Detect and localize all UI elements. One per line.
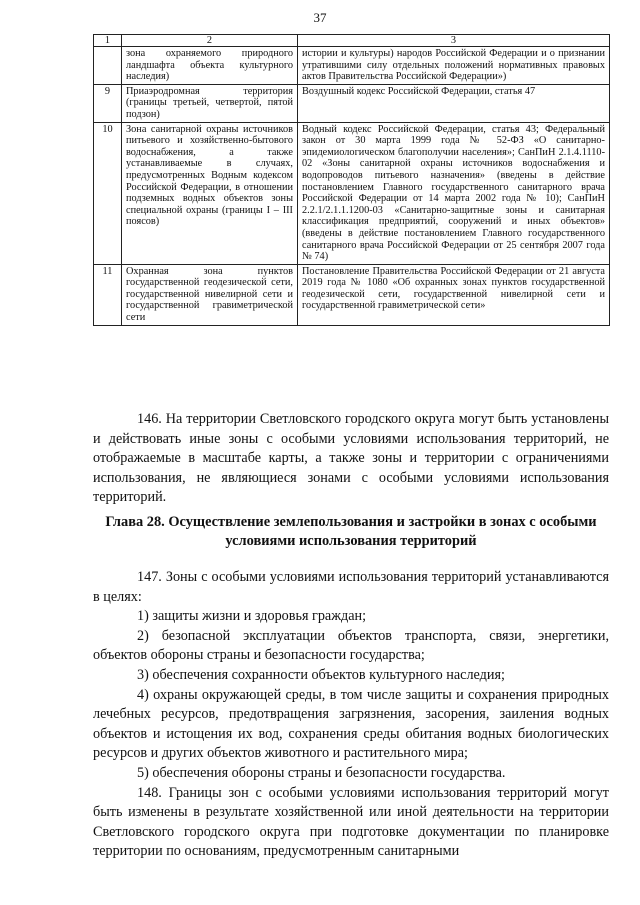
law-cell: Воздушный кодекс Российской Федерации, статья 47	[298, 84, 610, 122]
list-item: 4) охраны окружающей среды, в том числе защиты и сохранения природных лечебных ресурсов, предотвращения загрязнения, засорения, заиления водных объектов и истощения их вод, сохранения среды обитания водных биологических ресурсов и других объектов животного и растительного мира;	[93, 686, 609, 762]
table-header-row	[94, 35, 610, 47]
law-cell: Водный кодекс Российской Федерации, статья 43; Федеральный закон от 30 марта 1999 года № 52-ФЗ «О санитарно-эпидемиологическом благополучии населения»; СанПиН 2.1.4.1110-02 «Зоны санитарной охраны источников водоснабжения и водопроводов питьевого назначения» (введены в действие постановлением Главного государственного санитарного врача Российской Федерации от 14 марта 2002 года № 10); СанПиН 2.2.1/2.1.1.1200-03 «Санитарно-защитные зоны и санитарная классификация предприятий, сооружений и иных объектов» (введены в действие постановлением Главного государственного санитарного врача Российской Федерации от 25 сентября 2007 года № 74)	[298, 122, 610, 264]
zone-cell: зона охраняемого природного ландшафта объекта культурного наследия)	[122, 47, 298, 85]
paragraph-148: 148. Границы зон с особыми условиями использования территорий могут быть изменены в результате хозяйственной или иной деятельности на территории Светловского городского округа при подготовке документации по планировке территории по основаниям, предусмотренным санитарными	[93, 784, 609, 860]
law-cell: Постановление Правительства Российской Федерации от 21 августа 2019 года № 1080 «Об охранных зонах пунктов государственной геодезической сети, государственной нивелирной сети и государственной гравиметрической сети»	[298, 264, 610, 325]
list-item: 5) обеспечения обороны страны и безопасности государства.	[137, 764, 506, 781]
list-item: 1) защиты жизни и здоровья граждан;	[137, 608, 367, 625]
table-header-cell: 3	[298, 35, 610, 47]
section-147-148	[93, 568, 609, 862]
row-number: 11	[94, 264, 122, 325]
table-row	[94, 47, 610, 85]
row-number: 10	[94, 122, 122, 264]
chapter-title: Глава 28. Осуществление землепользования и застройки в зонах с особыми условиями использования территорий	[105, 514, 597, 549]
table-header-cell: 2	[122, 35, 298, 47]
list-item: 3) обеспечения сохранности объектов культурного наследия;	[137, 666, 505, 683]
page-number: 37	[313, 10, 327, 25]
table-header-cell: 1	[94, 35, 122, 47]
table-row	[94, 264, 610, 325]
paragraph-146-block	[93, 410, 609, 508]
zone-cell: Охранная зона пунктов государственной геодезической сети, государственной нивелирной сети и государственной гравиметрической сети	[122, 264, 298, 325]
table-row	[94, 122, 610, 264]
table-row	[94, 84, 610, 122]
list-item: 2) безопасной эксплуатации объектов транспорта, связи, энергетики, объектов обороны страны и безопасности государства;	[93, 627, 609, 664]
zones-table	[93, 34, 610, 326]
row-number: 9	[94, 84, 122, 122]
zone-cell: Зона санитарной охраны источников питьевого и хозяйственно-бытового водоснабжения, а также устанавливаемые в случаях, предусмотренных Водным кодексом Российской Федерации, в отношении подземных водных объектов зоны специальной охраны (границы I – III поясов)	[122, 122, 298, 264]
law-cell: истории и культуры) народов Российской Федерации и о признании утратившими силу отдельных положений нормативных правовых актов Правительства Российской Федерации»)	[298, 47, 610, 85]
row-number	[94, 47, 122, 85]
paragraph-146: 146. На территории Светловского городского округа могут быть установлены и действовать иные зоны с особыми условиями использования территорий, не отображаемые в масштабе карты, а также зоны и территории с ограничениями использования, не являющиеся зонами с особыми условиями использования территорий.	[93, 411, 609, 506]
paragraph-147: 147. Зоны с особыми условиями использования территорий устанавливаются в целях:	[93, 569, 609, 605]
zone-cell: Приаэродромная территория (границы третьей, четвертой, пятой подзон)	[122, 84, 298, 122]
